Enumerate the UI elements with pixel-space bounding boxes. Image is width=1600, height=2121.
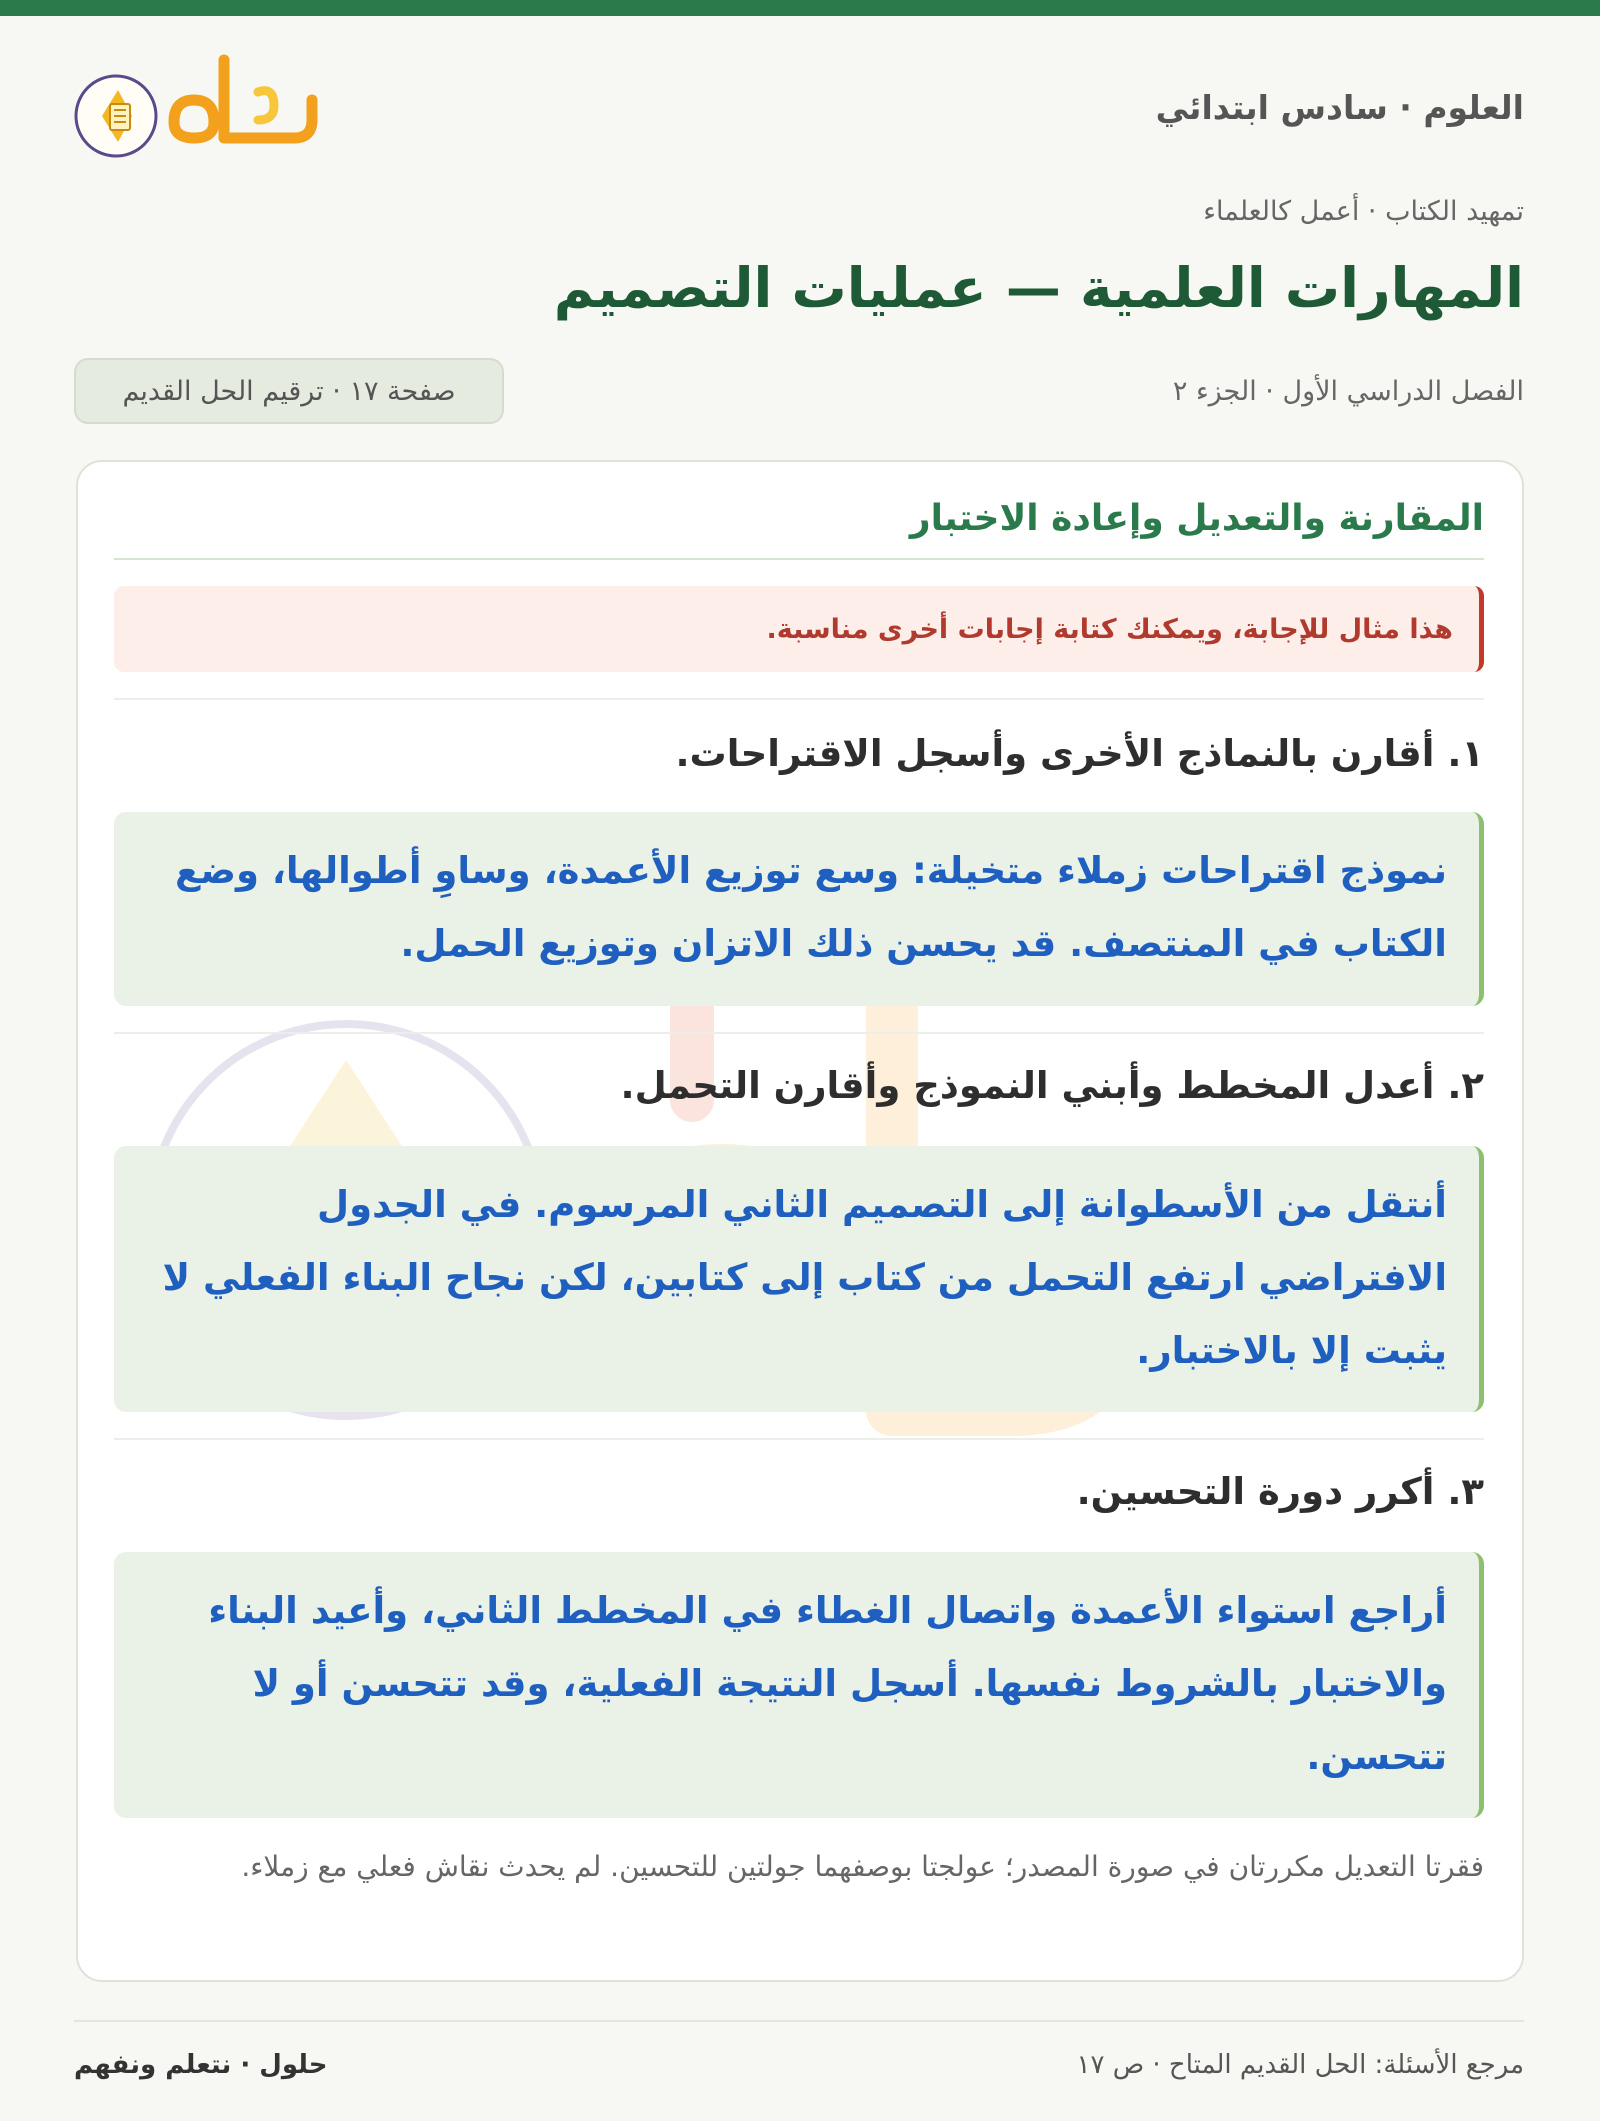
sample-answer-note: هذا مثال للإجابة، ويمكنك كتابة إجابات أخرى مناسبة.: [114, 586, 1484, 672]
solution-card: [76, 460, 1524, 1982]
footer-divider: [74, 2020, 1524, 2022]
source-footnote: فقرتا التعديل مكررتان في صورة المصدر؛ عولجتا بوصفهما جولتين للتحسين. لم يحدث نقاش فعلي مع زملاء.: [241, 1850, 1484, 1883]
answer-3: أراجع استواء الأعمدة واتصال الغطاء في المخطط الثاني، وأعيد البناء والاختبار بالشروط نفسها. أسجل النتيجة الفعلية، وقد تتحسن أو لا تتحسن.: [114, 1552, 1484, 1818]
divider: [114, 1438, 1484, 1440]
subject-grade: العلوم · سادس ابتدائي: [1155, 88, 1524, 127]
question-3: ٣. أكرر دورة التحسين.: [1076, 1470, 1484, 1513]
page-badge: صفحة ١٧ · ترقيم الحل القديم: [74, 358, 504, 424]
term-label: الفصل الدراسي الأول · الجزء ٢: [1172, 376, 1524, 407]
footer-brand: حلول · نتعلم ونفهم: [74, 2050, 328, 2080]
question-2: ٢. أعدل المخطط وأبني النموذج وأقارن التحمل.: [620, 1064, 1484, 1107]
divider: [114, 698, 1484, 700]
brand-logo[interactable]: [74, 52, 334, 170]
question-1: ١. أقارن بالنماذج الأخرى وأسجل الاقتراحات.: [675, 732, 1484, 775]
footer-reference: مرجع الأسئلة: الحل القديم المتاح · ص ١٧: [1076, 2050, 1524, 2080]
top-accent-bar: [0, 0, 1600, 16]
logo-icon: [74, 52, 334, 170]
page-header: [74, 52, 1524, 172]
divider: [114, 1032, 1484, 1034]
section-title: المقارنة والتعديل وإعادة الاختبار: [909, 498, 1484, 539]
breadcrumb[interactable]: تمهيد الكتاب · أعمل كالعلماء: [1203, 196, 1524, 227]
answer-1: نموذج اقتراحات زملاء متخيلة: وسع توزيع الأعمدة، وساوِ أطوالها، وضع الكتاب في المنتصف. قد يحسن ذلك الاتزان وتوزيع الحمل.: [114, 812, 1484, 1006]
section-divider: [114, 558, 1484, 560]
page-title: المهارات العلمية — عمليات التصميم: [553, 256, 1524, 320]
answer-2: أنتقل من الأسطوانة إلى التصميم الثاني المرسوم. في الجدول الافتراضي ارتفع التحمل من كتاب إلى كتابين، لكن نجاح البناء الفعلي لا يثبت إلا بالاختبار.: [114, 1146, 1484, 1412]
